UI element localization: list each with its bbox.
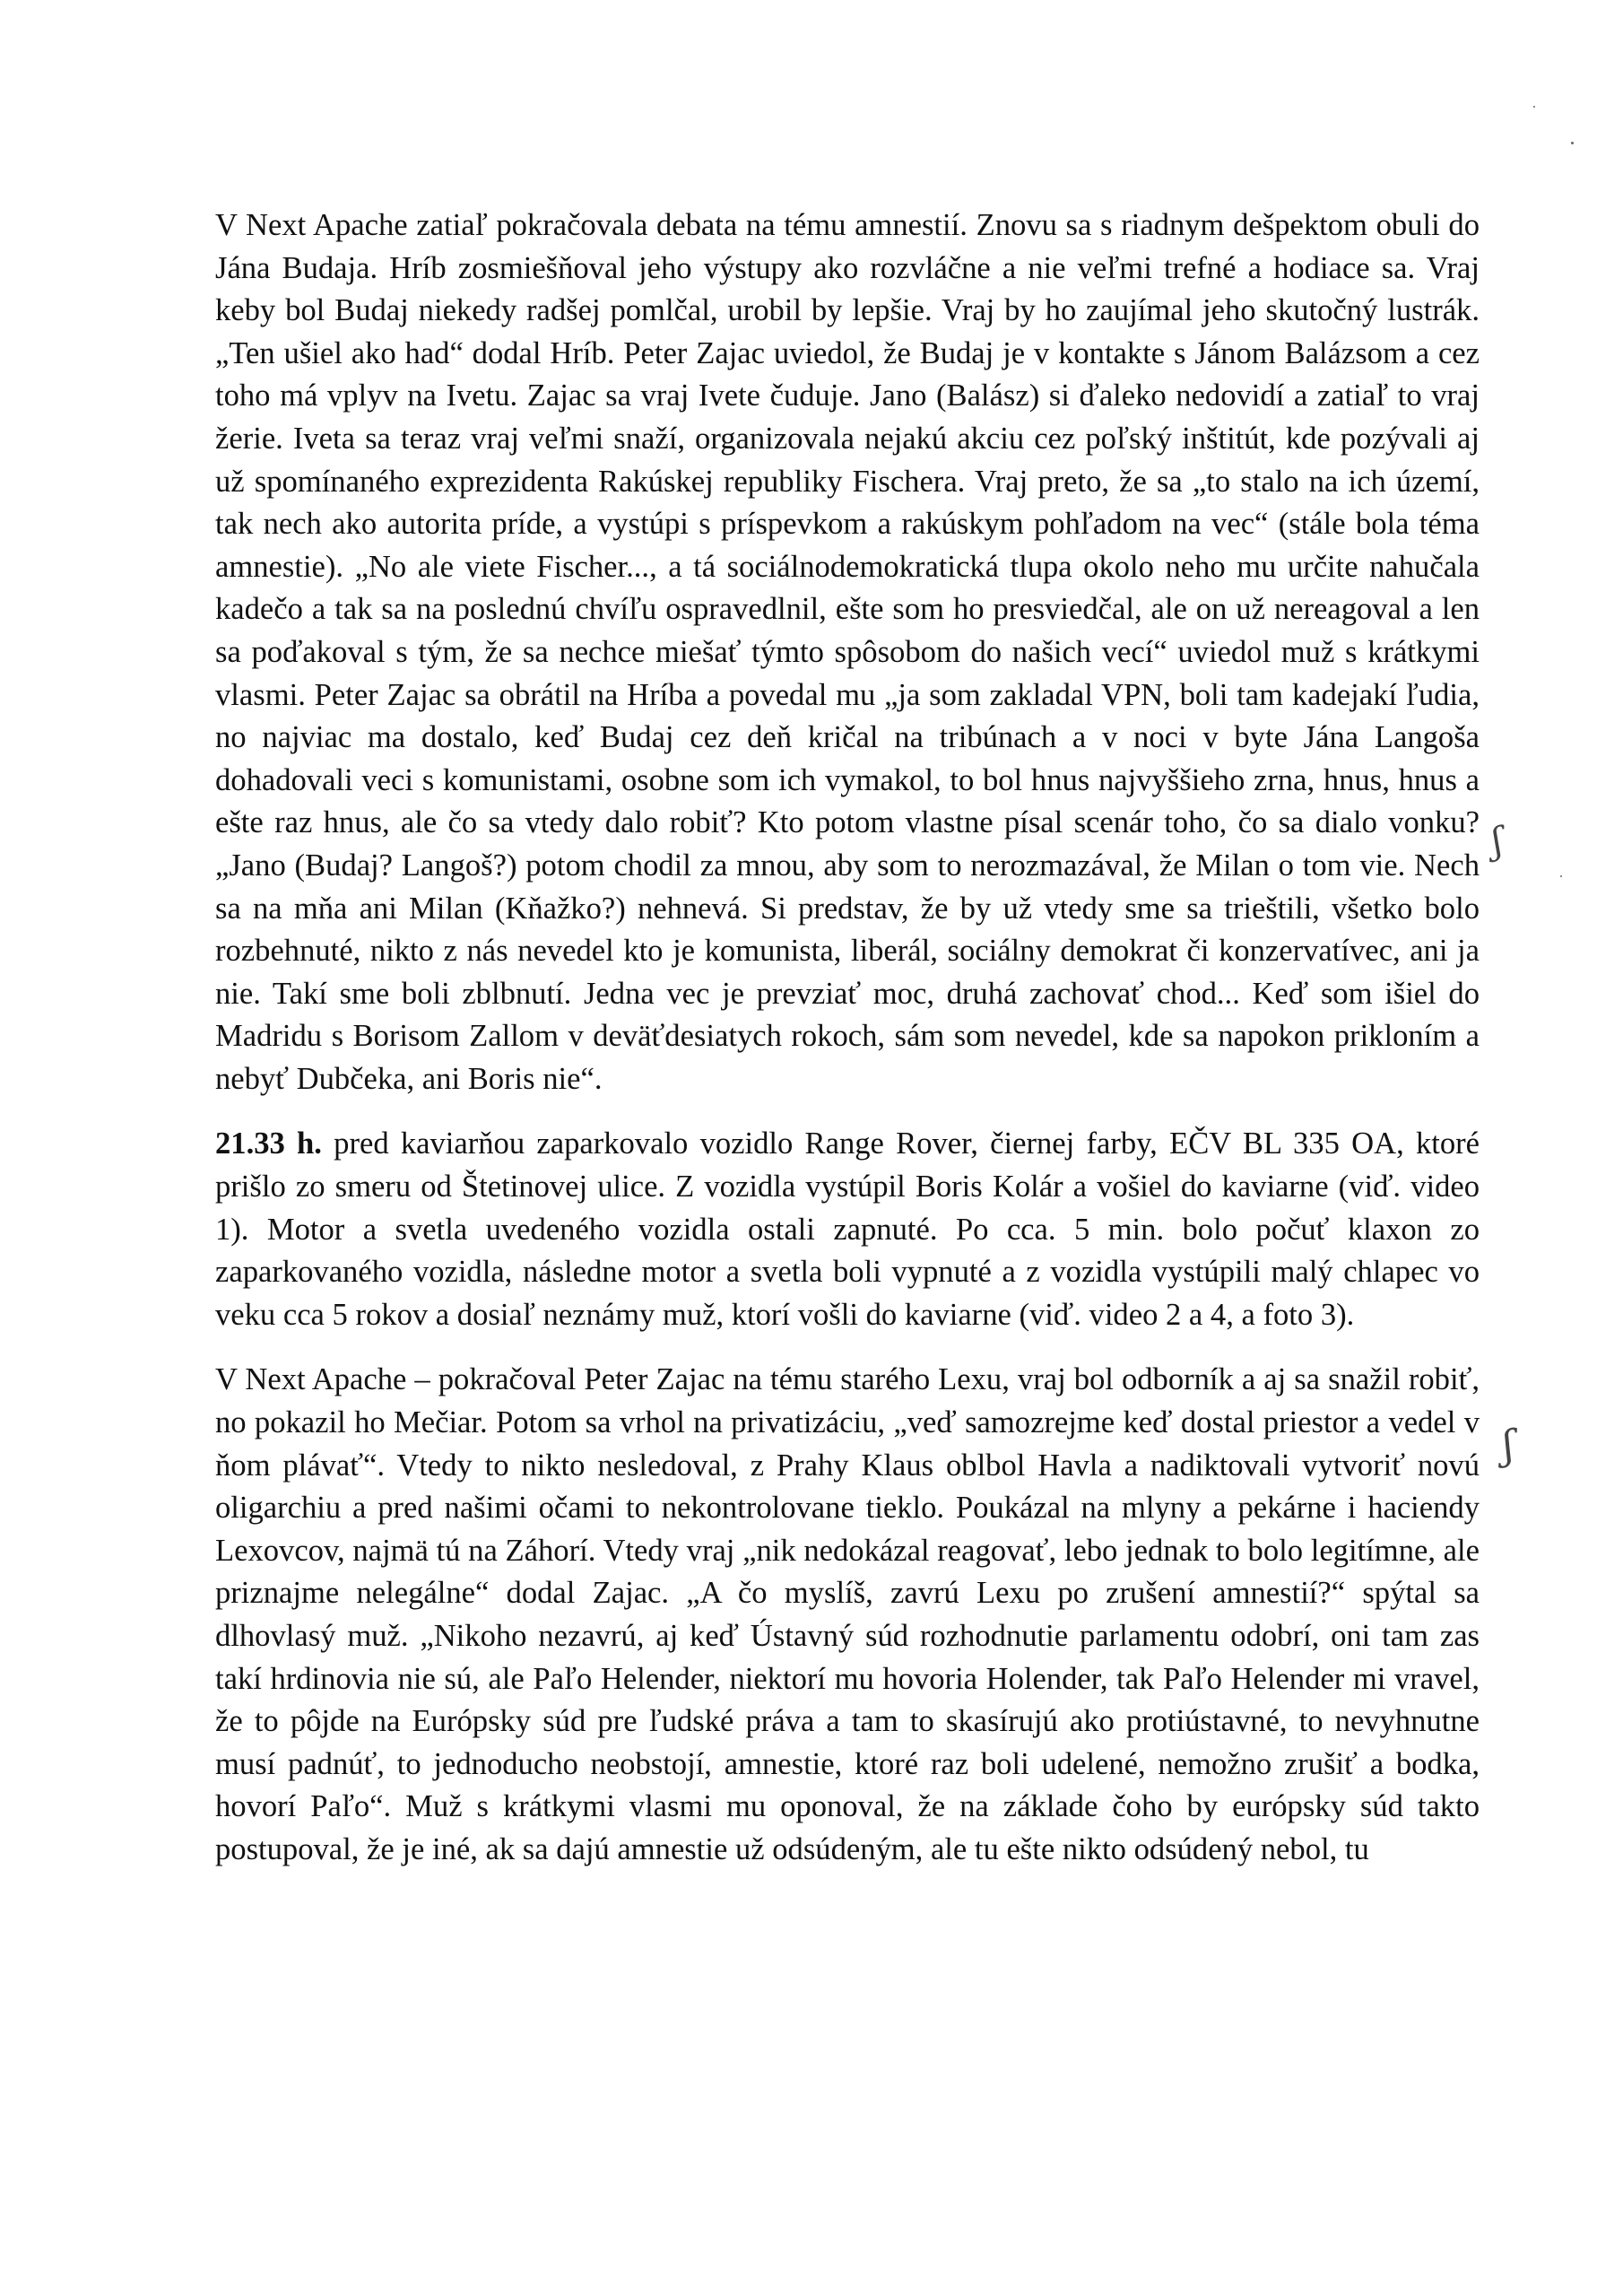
margin-pen-mark-lower: ʃ bbox=[1499, 1422, 1517, 1469]
paragraph-range-rover-text: pred kaviarňou zaparkovalo vozidlo Range Rover, čiernej farby, EČV BL 335 OA, ktoré prišlo zo smeru od Štetinovej ulice. Z vozidla vystúpil Boris Kolár a vošiel do kaviarne (viď. video 1). Motor a svetla uvedeného vozidla ostali zapnuté. Po cca. 5 min. bolo počuť klaxon zo zaparkovaného vozidla, následne motor a svetla boli vypnuté a z vozidla vystúpili malý chlapec vo veku cca 5 rokov a dosiaľ neznámy muž, ktorí vošli do kaviarne (viď. video 2 a 4, a foto 3). bbox=[215, 1126, 1480, 1332]
paragraph-lexa-privatization: V Next Apache – pokračoval Peter Zajac na tému starého Lexu, vraj bol odborník a aj sa snažil robiť, no pokazil ho Mečiar. Potom sa vrhol na privatizáciu, „veď samozrejme keď dostal priestor a vedel v ňom plávať“. Vtedy to nikto nesledoval, z Prahy Klaus oblbol Havla a nadiktovali vytvoriť novú oligarchiu a pred našimi očami to nekontrolovane tieklo. Poukázal na mlyny a pekárne i haciendy Lexovcov, najmä tú na Záhorí. Vtedy vraj „nik nedokázal reagovať, lebo jednak to bolo legitímne, ale priznajme nelegálne“ dodal Zajac. „A čo myslíš, zavrú Lexu po zrušení amnestií?“ spýtal sa dlhovlasý muž. „Nikoho nezavrú, aj keď Ústavný súd rozhodnutie parlamentu odobrí, oni tam zas takí hrdinovia nie sú, ale Paľo Helender, niektorí mu hovoria Holender, tak Paľo Helender mi vravel, že to pôjde na Európsky súd pre ľudské práva a tam to skasírujú ako protiústavné, to nevyhnutne musí padnúť, to jednoducho neobstojí, amnestie, ktoré raz boli udelené, nemožno zrušiť a bodka, hovorí Paľo“. Muž s krátkymi vlasmi mu oponoval, že na základe čoho by európsky súd takto postupoval, že je iné, ak sa dajú amnestie už odsúdeným, ale tu ešte nikto odsúdený nebol, tu bbox=[215, 1362, 1480, 1866]
document-page bbox=[215, 204, 1480, 1872]
scan-speck bbox=[1571, 142, 1574, 144]
scan-speck bbox=[1533, 106, 1535, 108]
margin-pen-mark: ʃ bbox=[1488, 820, 1506, 863]
paragraph-range-rover bbox=[215, 1123, 1480, 1336]
timestamp: 21.33 h. bbox=[215, 1126, 322, 1161]
paragraph-debate-amnesty: V Next Apache zatiaľ pokračovala debata na tému amnestií. Znovu sa s riadnym dešpektom obuli do Jána Budaja. Hríb zosmiešňoval jeho výstupy ako rozvláčne a nie veľmi trefné a hodiace sa. Vraj keby bol Budaj niekedy radšej pomlčal, urobil by lepšie. Vraj by ho zaujímal jeho skutočný lustrák. „Ten ušiel ako had“ dodal Hríb. Peter Zajac uviedol, že Budaj je v kontakte s Jánom Balázsom a cez toho má vplyv na Ivetu. Zajac sa vraj Ivete čuduje. Jano (Balász) si ďaleko nedovidí a zatiaľ to vraj žerie. Iveta sa teraz vraj veľmi snaží, organizovala nejakú akciu cez poľský inštitút, kde pozývali aj už spomínaného exprezidenta Rakúskej republiky Fischera. Vraj preto, že sa „to stalo na ich území, tak nech ako autorita príde, a vystúpi s príspevkom a rakúskym pohľadom na vec“ (stále bola téma amnestie). „No ale viete Fischer..., a tá sociálnodemokratická tlupa okolo neho mu určite nahučala kadečo a tak sa na poslednú chvíľu ospravedlnil, ešte som ho presviedčal, ale on už nereagoval a len sa poďakoval s tým, že sa nechce miešať týmto spôsobom do našich vecí“ uviedol muž s krátkymi vlasmi. Peter Zajac sa obrátil na Hríba a povedal mu „ja som zakladal VPN, boli tam kadejakí ľudia, no najviac ma dostalo, keď Budaj cez deň kričal na tribúnach a v noci v byte Jána Langoša dohadovali veci s komunistami, osobne som ich vymakol, to bol hnus najvyššieho zrna, hnus, hnus a ešte raz hnus, ale čo sa vtedy dalo robiť? Kto potom vlastne písal scenár toho, čo sa dialo vonku? „Jano (Budaj? Langoš?) potom chodil za mnou, aby som to nerozmazával, že Milan o tom vie. Nech sa na mňa ani Milan (Kňažko?) nehnevá. Si predstav, že by už vtedy sme sa trieštili, všetko bolo rozbehnuté, nikto z nás nevedel kto je komunista, liberál, sociálny demokrat či konzervatívec, ani ja nie. Takí sme boli zblbnutí. Jedna vec je prevziať moc, druhá zachovať chod... Keď som išiel do Madridu s Borisom Zallom v deväťdesiatych rokoch, sám som nevedel, kde sa napokon prikloním a nebyť Dubčeka, ani Boris nie“. bbox=[215, 208, 1480, 1096]
scan-speck bbox=[1560, 875, 1562, 877]
